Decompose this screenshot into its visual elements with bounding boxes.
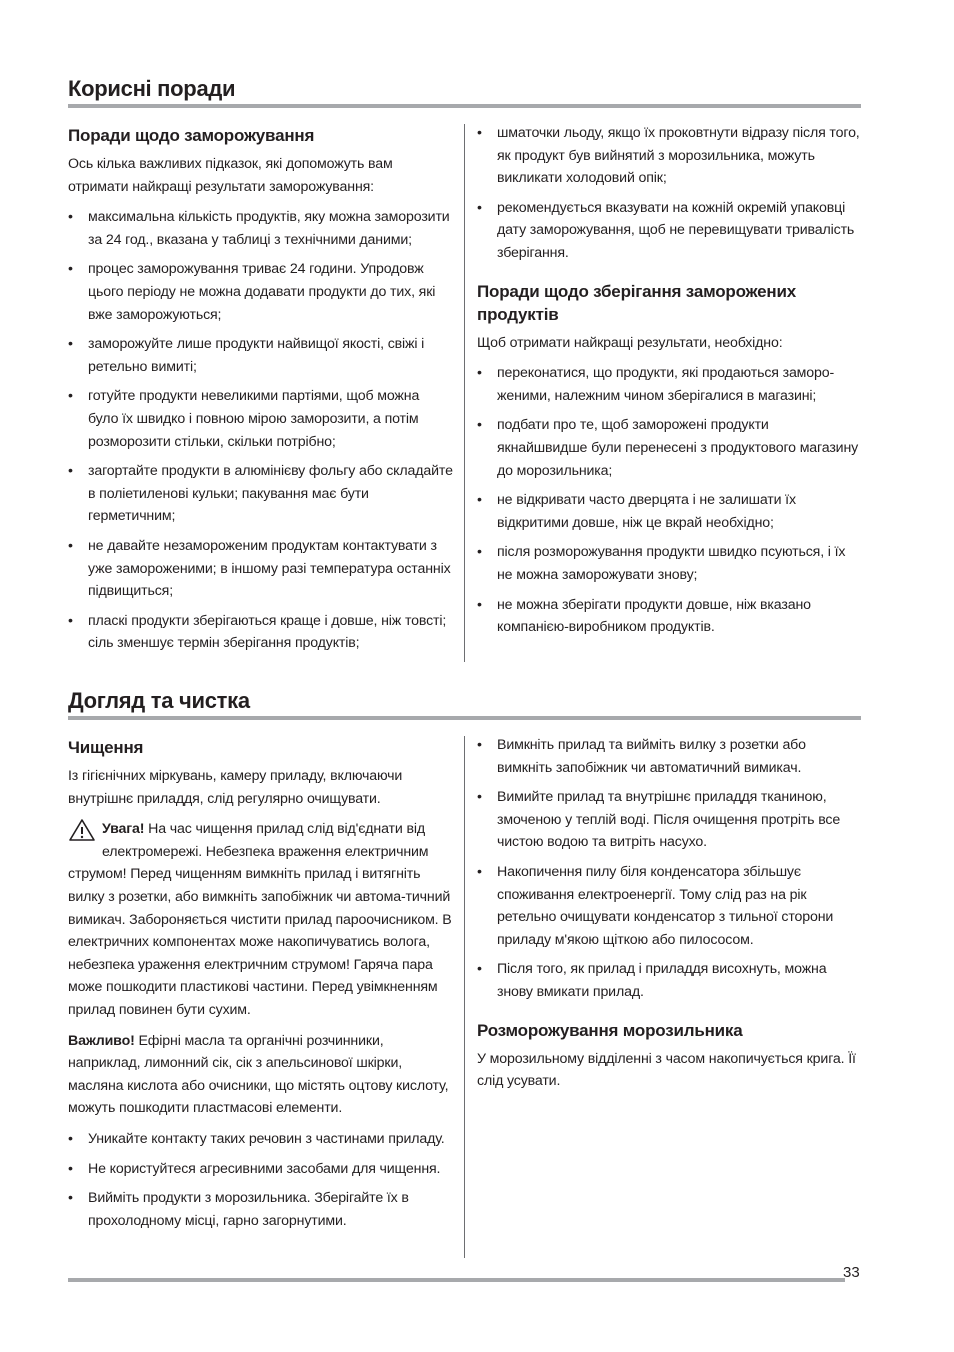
list-item: • не відкривати часто дверцята і не залишати їх відкритими довше, ніж це вкрай необхідно; xyxy=(477,489,861,534)
list-item: • рекомендується вказувати на кожній окремій упаковці дату заморожування, щоб не перевищувати тривалість зберігання. xyxy=(477,197,861,265)
list-item: • Після того, як прилад і приладдя висохнуть, можна знову вмикати прилад. xyxy=(477,958,861,1003)
storage-tips-heading: Поради щодо зберігання заморожених продуктів xyxy=(477,281,797,324)
freezing-tips-intro: Ось кілька важливих підказок, які допоможуть вам отримати найкращі результати заморожування: xyxy=(68,156,393,195)
section-title-care-cleaning: Догляд та чистка xyxy=(68,688,861,720)
cleaning-list-continued xyxy=(477,734,861,1004)
defrost-heading: Розморожування морозильника xyxy=(477,1020,743,1040)
important-label: Важливо! xyxy=(68,1032,135,1049)
defrost-text: У морозильному відділенні з часом накопичується крига. Її слід усувати. xyxy=(477,1050,856,1090)
list-item: • заморожуйте лише продукти найвищої якості, свіжі і ретельно вимиті; xyxy=(68,333,453,378)
section-title-useful-tips: Корисні поради xyxy=(68,76,861,108)
cleaning-list xyxy=(68,1128,453,1232)
freezing-tips-list xyxy=(68,206,453,655)
list-item: • Вийміть продукти з морозильника. Зберігайте їх в прохолодному місці, гарно загорнутими. xyxy=(68,1187,453,1232)
cleaning-continued-column xyxy=(477,734,861,1101)
storage-tips-list xyxy=(477,362,861,639)
cleaning-column xyxy=(68,736,453,1239)
list-item: • максимальна кількість продуктів, яку можна заморозити за 24 год., вказана у таблиці з технічними даними; xyxy=(68,206,453,251)
list-item: • процес заморожування триває 24 години. Упродовж цього періоду не можна додавати продукти до тих, які вже заморожуються; xyxy=(68,258,453,326)
page-number: 33 xyxy=(843,1264,860,1281)
list-item: • Вимкніть прилад та вийміть вилку з розетки або вимкніть запобіжник чи автоматичний вимикач. xyxy=(477,734,861,779)
cleaning-warning xyxy=(68,818,453,1021)
list-item: • готуйте продукти невеликими партіями, щоб можна було їх швидко і повною мірою заморозити, а потім розморозити стільки, скільки потрібно; xyxy=(68,385,453,453)
freezing-tips-column xyxy=(68,124,453,662)
list-item: • не давайте незамороженим продуктам контактувати з уже замороженими; в іншому разі температура останніх підвищиться; xyxy=(68,535,453,603)
important-text: Ефірні масла та органічні розчинники, наприклад, лимонний сік, сік з апельсинової шкірки, масляна кислота або очисники, що містять оцтову кислоту, можуть пошкодити пластмасові елементи. xyxy=(68,1032,449,1117)
list-item: • Не користуйтеся агресивними засобами для чищення. xyxy=(68,1158,453,1181)
column-divider xyxy=(464,124,465,662)
list-item: • Накопичення пилу біля конденсатора збільшує споживання електроенергії. Тому слід раз на рік ретельно очищувати конденсатор з тильної сторони приладу м'якою щіткою або пилососом. xyxy=(477,861,861,951)
list-item: • шматочки льоду, якщо їх проковтнути відразу після того, як продукт був вийнятий з морозильника, можуть викликати холодовий опік; xyxy=(477,122,861,190)
list-item: • подбати про те, щоб заморожені продукти якнайшвидше були перенесені з продуктового магазину до морозильника; xyxy=(477,414,861,482)
cleaning-heading: Чищення xyxy=(68,738,144,757)
footer-rule xyxy=(68,1278,845,1282)
warning-text: На час чищення прилад слід від'єднати від електромережі. Небезпека враження електричним струмом! Перед чищенням вимкніть прилад і витягніть вилку з розетки, або вимкніть запобіжник чи автома-тичний вимикач. Забороняється чистити прилад пароочисником. В електричних компонентах може накопичуватись волога, небезпека ураження електричним струмом! Гаряча пара може пошкодити пластикові частини. Перед увімкненням прилад повинен бути сухим. xyxy=(68,821,452,1018)
list-item: • не можна зберігати продукти довше, ніж вказано компанією-виробником продуктів. xyxy=(477,594,861,639)
warning-triangle-icon xyxy=(68,818,96,842)
list-item: • переконатися, що продукти, які продаються заморо-женими, належним чином зберігалися в магазині; xyxy=(477,362,861,407)
freezing-tips-list-continued xyxy=(477,122,861,265)
list-item: • Уникайте контакту таких речовин з частинами приладу. xyxy=(68,1128,453,1151)
list-item: • після розморожування продукти швидко псуються, і їх не можна заморожувати знову; xyxy=(477,541,861,586)
list-item: • Вимийте прилад та внутрішнє приладдя тканиною, змоченою у теплій воді. Після очищення протріть все чистою водою та витріть насухо. xyxy=(477,786,861,854)
list-item: • загортайте продукти в алюмінієву фольгу або складайте в поліетиленові кульки; пакування має бути герметичним; xyxy=(68,460,453,528)
freezing-tips-heading: Поради щодо заморожування xyxy=(68,126,315,145)
storage-tips-column xyxy=(477,122,861,646)
storage-tips-intro: Щоб отримати найкращі результати, необхідно: xyxy=(477,334,783,351)
warning-label: Увага! xyxy=(102,821,145,838)
list-item: • пласкі продукти зберігаються краще і довше, ніж товсті; сіль зменшує термін зберігання продуктів; xyxy=(68,610,453,655)
cleaning-important xyxy=(68,1030,453,1120)
column-divider xyxy=(464,736,465,1258)
cleaning-intro: Із гігієнічних міркувань, камеру приладу, включаючи внутрішнє приладдя, слід регулярно очищувати. xyxy=(68,768,403,807)
